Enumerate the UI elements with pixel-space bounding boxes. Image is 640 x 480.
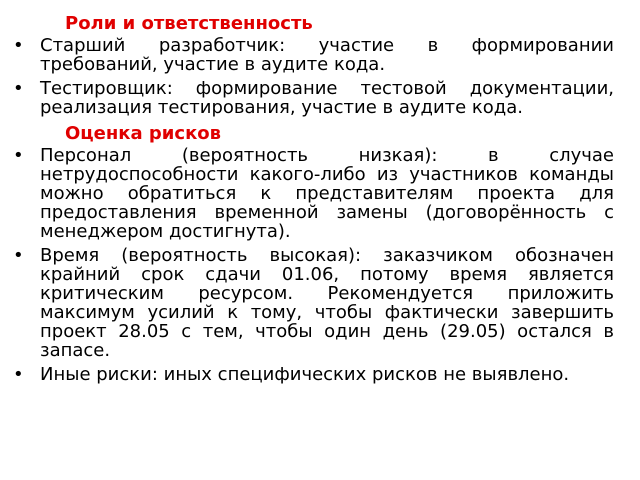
roles-list	[40, 36, 614, 117]
risks-list	[40, 146, 614, 384]
list-item-other-risks: • Иные риски: иных специфических рисков не выявлено.	[40, 365, 614, 384]
list-item-time-risk: • Время (вероятность высокая): заказчиком обозначен крайний срок сдачи 01.06, потому время является критическим ресурсом. Рекомендуется приложить максимум усилий к тому, чтобы фактически завершить проект 28.05 с тем, чтобы один день (29.05) остался в запасе.	[40, 246, 614, 360]
list-item-tester: • Тестировщик: формирование тестовой документации, реализация тестирования, участие в аудите кода.	[40, 79, 614, 117]
list-item-senior-developer: • Старший разработчик: участие в формировании требований, участие в аудите кода.	[40, 36, 614, 74]
heading-risk-assessment: Оценка рисков	[65, 123, 222, 144]
heading-roles: Роли и ответственность	[65, 13, 313, 34]
list-item-personnel-risk: • Персонал (вероятность низкая): в случае нетрудоспособности какого-либо из участников команды можно обратиться к представителям проекта для предоставления временной замены (договорённость с менеджером достигнута).	[40, 146, 614, 241]
